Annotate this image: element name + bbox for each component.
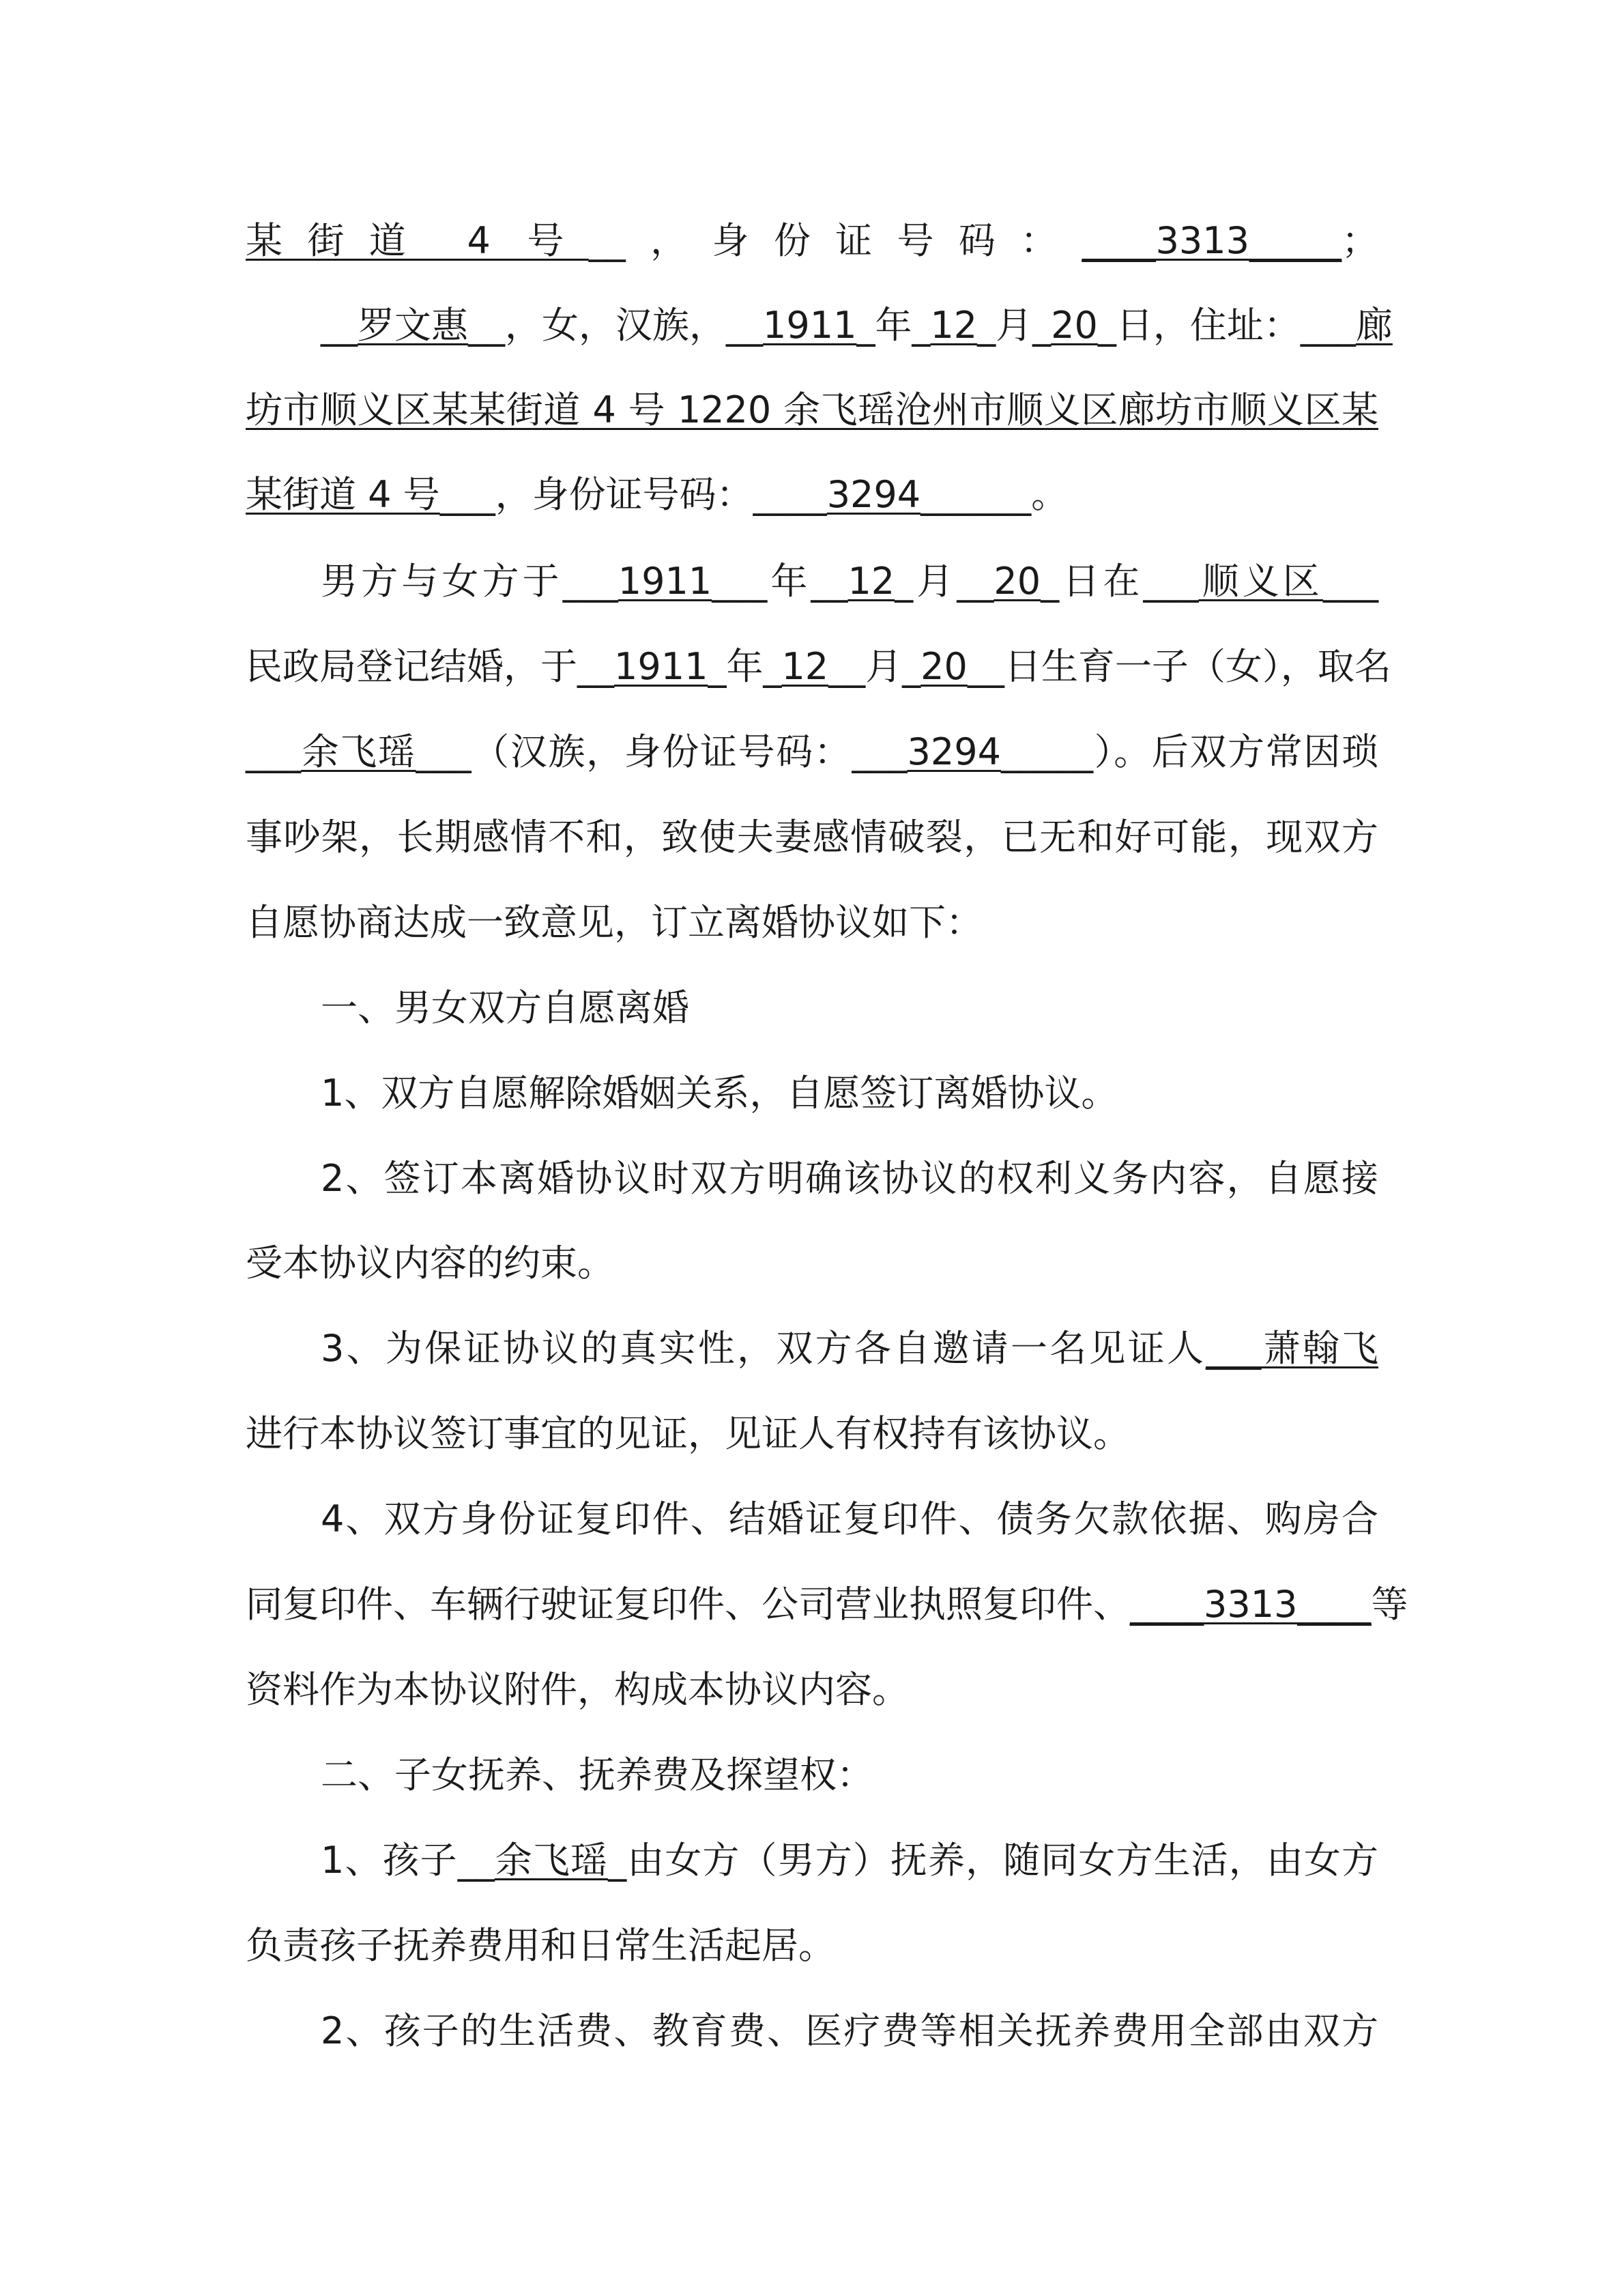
underlined-field: 余飞瑶: [301, 730, 416, 773]
text-run: 等: [1371, 1583, 1408, 1626]
text-run: 同复印件、车辆行驶证复印件、公司营业执照复印件、: [246, 1583, 1130, 1626]
underlined-field: 1911: [618, 560, 712, 603]
underlined-field: 20: [1051, 304, 1098, 347]
line-22: [321, 1997, 1378, 2065]
underlined-field: 坊市顺义区某某街道 4 号 1220 余飞瑶沧州市顺义区廊坊市顺义区某: [246, 388, 1378, 431]
section-heading-2: [321, 1741, 1378, 1809]
text-run: __: [321, 304, 358, 347]
text-run: 2、孩子的生活费、教育费、医疗费等相关抚养费用全部由双方: [321, 2009, 1378, 2052]
text-run: 自愿协商达成一致意见，订立离婚协议如下：: [246, 901, 983, 944]
text-run: ；: [1342, 219, 1379, 262]
line-13: [246, 1229, 1378, 1297]
text-run: _日，住址：___: [1097, 304, 1356, 347]
text-run: 3、为保证协议的真实性，双方各自邀请一名见证人: [321, 1327, 1206, 1370]
text-run: __，女，汉族，__: [468, 304, 763, 347]
text-run: ___（汉族，身份证号码：___: [416, 730, 908, 773]
text-run: 民政局登记结婚，于__: [246, 645, 614, 688]
text-run: ___: [246, 730, 301, 773]
text-run: _由女方（男方）抚养，随同女方生活，由女方: [608, 1839, 1379, 1882]
underlined-field: 20: [920, 645, 968, 688]
text-run: 1、双方自愿解除婚姻关系，自愿签订离婚协议。: [321, 1072, 1118, 1115]
text-run: 一、男女双方自愿离婚: [321, 986, 689, 1029]
underlined-field: 3294: [907, 730, 1001, 773]
underlined-field: 某街道 4 号: [246, 473, 440, 516]
text-run: ______。: [920, 473, 1069, 516]
line-17: [246, 1570, 1408, 1639]
line-4: [246, 461, 1378, 529]
underlined-field: 罗文惠: [358, 304, 468, 347]
underlined-field: 1911: [614, 645, 708, 688]
text-run: _____）。后双方常因琐: [1000, 730, 1379, 773]
text-run: __日生育一子（女），取名: [967, 645, 1391, 688]
line-9: [246, 889, 1378, 957]
text-run: _年_: [708, 645, 782, 688]
line-16: [321, 1485, 1378, 1553]
text-run: 2、签订本离婚协议时双方明确该协议的权利义务内容，自愿接: [321, 1157, 1378, 1200]
text-run: _月_: [977, 304, 1052, 347]
text-run: 4、双方身份证复印件、结婚证复印件、债务欠款依据、购房合: [321, 1497, 1378, 1540]
underlined-field: 20: [994, 560, 1041, 603]
underlined-field: 3294: [826, 473, 921, 516]
line-14: [321, 1315, 1378, 1383]
line-2: [321, 291, 1393, 360]
text-run: _年_: [856, 304, 931, 347]
underlined-field: 12: [781, 645, 829, 688]
underlined-field: 某街道 4 号: [246, 219, 589, 262]
text-run: 进行本协议签订事宜的见证，见证人有权持有该协议。: [246, 1412, 1130, 1455]
line-20: [321, 1826, 1378, 1895]
text-run: 受本协议内容的约束。: [246, 1242, 614, 1285]
underlined-field: ____3313_____: [1082, 219, 1342, 262]
line-18: [246, 1656, 1378, 1724]
text-run: 二、子女抚养、抚养费及探望权：: [321, 1753, 873, 1796]
line-1: [246, 207, 1378, 275]
line-3: [246, 376, 1378, 444]
underlined-field: 12: [930, 304, 978, 347]
text-run: _月__: [895, 560, 994, 603]
underlined-field: ____3313____: [1130, 1583, 1372, 1626]
text-run: ___: [1323, 560, 1378, 603]
line-7: [246, 718, 1378, 786]
text-run: __月_: [828, 645, 921, 688]
line-8: [246, 803, 1378, 872]
underlined-field: 12: [847, 560, 895, 603]
text-run: 负责孩子抚养费用和日常生活起居。: [246, 1924, 835, 1967]
line-11: [321, 1059, 1378, 1128]
line-5: [321, 547, 1378, 616]
line-6: [246, 633, 1391, 701]
text-run: 资料作为本协议附件，构成本协议内容。: [246, 1668, 909, 1711]
underlined-field: 1911: [763, 304, 857, 347]
section-heading-1: [321, 974, 1378, 1042]
text-run: 1、孩子__: [321, 1839, 495, 1882]
text-run: ___年__: [712, 560, 848, 603]
line-15: [246, 1400, 1378, 1468]
underlined-field: 顺义区: [1198, 560, 1323, 603]
underlined-field: 廊: [1355, 304, 1393, 347]
underlined-field: 余飞瑶: [494, 1839, 609, 1882]
text-run: ，身份证号码：: [625, 219, 1082, 262]
text-run: __: [588, 219, 626, 262]
underlined-field: ___萧翰飞: [1206, 1327, 1379, 1370]
line-21: [246, 1912, 1378, 1980]
text-run: ___，身份证号码：____: [439, 473, 827, 516]
text-run: 男方与女方于___: [321, 560, 618, 603]
text-run: _日在___: [1041, 560, 1199, 603]
line-12: [321, 1145, 1378, 1213]
text-run: 事吵架，长期感情不和，致使夫妻感情破裂，已无和好可能，现双方: [246, 816, 1378, 859]
